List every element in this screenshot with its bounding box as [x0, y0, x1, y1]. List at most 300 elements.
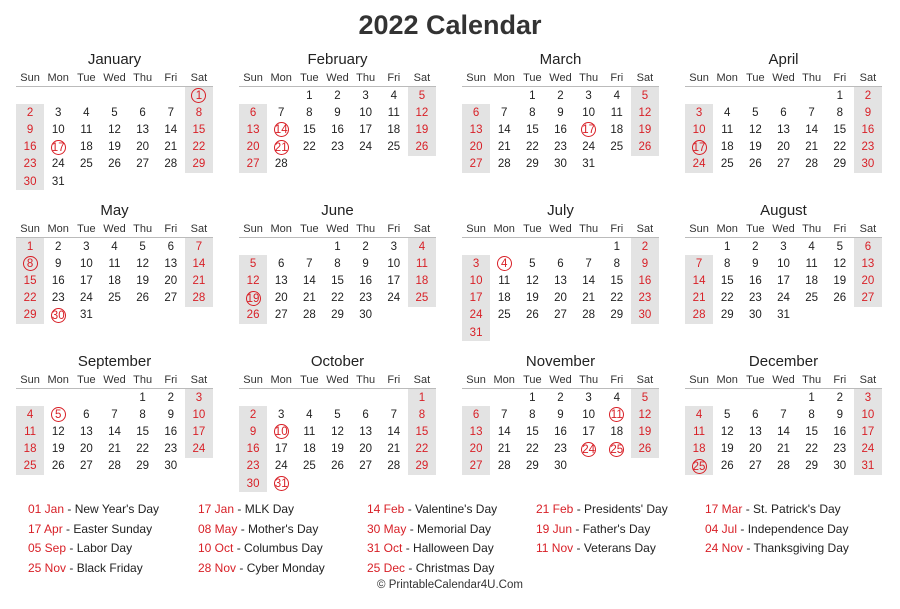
day-cell: 5 [724, 408, 731, 421]
weekday-header: Fri [380, 221, 408, 238]
day-cell: 18 [408, 272, 436, 289]
day-cell: 9 [631, 255, 659, 272]
holiday-date: 17 Jan [198, 502, 235, 516]
weekday-header: Sun [16, 221, 44, 238]
week-row [685, 389, 882, 407]
holiday-item: 17 Jan - MLK Day [198, 502, 295, 516]
holiday-day-circle: 5 [51, 407, 66, 422]
day-cell: 24 [582, 141, 596, 154]
weekday-header: Thu [352, 372, 380, 389]
day-cell: 4 [613, 89, 620, 102]
day-cell: 3 [685, 104, 713, 121]
holiday-day-circle: 25 [610, 443, 624, 456]
empty-cell [185, 307, 213, 324]
day-cell: 21 [582, 292, 596, 305]
weekday-header: Mon [490, 221, 518, 238]
day-cell: 28 [777, 460, 790, 473]
day-cell: 26 [833, 292, 847, 305]
day-cell: 17 [79, 274, 93, 287]
week-row [239, 272, 436, 289]
day-cell: 27 [164, 292, 178, 305]
day-cell: 12 [331, 425, 344, 438]
day-cell: 31 [854, 458, 882, 475]
day-cell: 10 [854, 406, 882, 423]
day-cell: 14 [387, 425, 401, 438]
day-cell: 11 [610, 106, 623, 119]
empty-cell [380, 156, 408, 173]
day-cell: 13 [462, 121, 490, 138]
day-cell: 11 [387, 106, 400, 119]
day-cell: 15 [136, 425, 150, 438]
weekday-header: Fri [603, 70, 631, 87]
empty-cell [352, 156, 380, 173]
month-grid [239, 221, 436, 324]
empty-cell [129, 173, 157, 190]
day-cell: 26 [631, 441, 659, 458]
holiday-name: Labor Day [76, 541, 133, 555]
day-cell: 9 [752, 257, 759, 270]
day-cell: 22 [525, 141, 539, 154]
empty-cell [380, 307, 408, 324]
day-cell: 21 [497, 443, 511, 456]
holiday-date: 17 Apr [28, 521, 63, 536]
day-cell: 20 [239, 139, 267, 156]
day-cell: 23 [748, 292, 762, 305]
day-cell: 2 [836, 391, 843, 404]
day-cell: 22 [610, 292, 624, 305]
day-cell: 7 [278, 106, 285, 119]
day-cell: 5 [836, 240, 843, 253]
holiday-item: 17 Mar - St. Patrick's Day [705, 502, 841, 516]
weekday-header: Tue [295, 70, 323, 87]
empty-cell [518, 238, 546, 256]
day-cell: 23 [833, 443, 847, 456]
holiday-item: 04 Jul - Independence Day [705, 521, 849, 536]
day-cell: 26 [408, 139, 436, 156]
empty-cell [685, 389, 713, 407]
day-cell: 20 [748, 443, 762, 456]
month-grid [16, 70, 213, 190]
day-cell: 27 [462, 156, 490, 173]
day-cell: 26 [51, 460, 65, 473]
day-cell: 20 [164, 274, 178, 287]
empty-cell [239, 87, 267, 105]
week-row [462, 307, 659, 324]
month-grid [16, 221, 213, 324]
day-cell: 29 [720, 309, 734, 322]
day-cell: 4 [111, 240, 118, 253]
day-cell: 19 [833, 274, 847, 287]
empty-cell [518, 324, 546, 341]
day-cell: 3 [585, 391, 592, 404]
empty-cell [462, 389, 490, 407]
weekday-header: Tue [741, 70, 769, 87]
day-cell: 16 [16, 139, 44, 156]
month-grid [462, 221, 659, 341]
weekday-header: Wed [546, 372, 574, 389]
day-cell: 12 [720, 425, 734, 438]
holiday-date: 24 Nov [705, 541, 744, 555]
day-cell [267, 475, 295, 492]
holiday-item: 19 Jun - Father's Day [536, 521, 651, 536]
empty-cell [685, 238, 713, 256]
day-cell: 20 [462, 139, 490, 156]
weekday-header: Sun [239, 221, 267, 238]
day-cell: 9 [836, 408, 843, 421]
week-row [239, 475, 436, 492]
day-cell: 12 [136, 257, 150, 270]
empty-cell [295, 475, 323, 492]
day-cell: 21 [108, 443, 121, 456]
holiday-column [198, 500, 368, 578]
empty-cell [100, 389, 128, 407]
day-cell [267, 121, 295, 138]
holiday-date: 25 Nov [28, 560, 67, 575]
empty-cell [462, 87, 490, 105]
day-cell: 15 [408, 423, 436, 440]
empty-cell [295, 156, 323, 173]
holiday-day-circle: 1 [191, 88, 206, 103]
week-row [16, 307, 213, 324]
day-cell: 23 [631, 290, 659, 307]
empty-cell [72, 389, 100, 407]
day-cell: 23 [854, 139, 882, 156]
day-cell: 7 [167, 106, 174, 119]
day-cell: 16 [631, 272, 659, 289]
holiday-date: 25 Dec [367, 560, 406, 575]
holiday-name: Valentine's Day [415, 502, 498, 516]
day-cell: 15 [16, 272, 44, 289]
day-cell: 14 [185, 255, 213, 272]
day-cell: 13 [854, 255, 882, 272]
day-cell: 19 [748, 141, 762, 154]
weekday-header: Fri [157, 221, 185, 238]
holiday-item: 08 May - Mother's Day [198, 521, 319, 536]
day-cell: 21 [185, 272, 213, 289]
holiday-name: Father's Day [582, 521, 651, 536]
empty-cell [631, 324, 659, 341]
day-cell: 13 [164, 257, 178, 270]
holiday-name: Columbus Day [244, 541, 323, 555]
weekday-header: Sun [685, 70, 713, 87]
weekday-header: Fri [603, 372, 631, 389]
day-cell: 22 [805, 443, 819, 456]
day-cell: 20 [136, 141, 150, 154]
day-cell: 19 [331, 443, 344, 456]
weekday-header: Mon [44, 372, 72, 389]
week-row [462, 290, 659, 307]
empty-cell [267, 389, 295, 407]
empty-cell [352, 389, 380, 407]
day-cell: 18 [720, 141, 734, 154]
empty-cell [490, 389, 518, 407]
day-cell: 19 [51, 443, 65, 456]
day-cell: 26 [239, 307, 267, 324]
month-name: August [760, 202, 807, 219]
day-cell: 9 [334, 106, 341, 119]
weekday-header: Thu [129, 372, 157, 389]
empty-cell [741, 87, 769, 105]
empty-cell [129, 307, 157, 324]
day-cell: 6 [752, 408, 759, 421]
day-cell: 2 [631, 238, 659, 256]
day-cell: 22 [16, 290, 44, 307]
day-cell: 24 [79, 292, 93, 305]
holiday-name: Veterans Day [583, 541, 656, 555]
day-cell: 6 [854, 238, 882, 256]
week-row [239, 87, 436, 105]
day-cell: 15 [331, 274, 344, 287]
day-cell: 8 [139, 408, 146, 421]
day-cell: 24 [777, 292, 790, 305]
week-row [685, 121, 882, 138]
day-cell: 19 [136, 274, 150, 287]
day-cell: 2 [752, 240, 759, 253]
month-july [462, 201, 659, 341]
day-cell: 29 [136, 460, 150, 473]
week-row [239, 255, 436, 272]
day-cell: 12 [833, 257, 847, 270]
month-name: February [307, 51, 368, 68]
day-cell: 16 [331, 123, 344, 136]
week-row [462, 104, 659, 121]
footer-credit: © PrintableCalendar4U.Com [377, 579, 523, 591]
day-cell: 23 [554, 141, 567, 154]
weekday-header: Sat [854, 70, 882, 87]
day-cell: 22 [525, 443, 539, 456]
empty-cell [575, 238, 603, 256]
day-cell: 30 [164, 460, 178, 473]
day-cell: 13 [136, 123, 150, 136]
month-may [16, 201, 213, 324]
week-row [462, 272, 659, 289]
day-cell: 4 [408, 238, 436, 256]
day-cell: 5 [529, 257, 536, 270]
weekday-header: Mon [267, 372, 295, 389]
month-december [685, 352, 882, 475]
day-cell: 24 [685, 156, 713, 173]
day-cell: 24 [462, 307, 490, 324]
week-row [462, 389, 659, 407]
holiday-item: 14 Feb - Valentine's Day [367, 502, 498, 516]
day-cell: 13 [79, 425, 93, 438]
week-row [462, 255, 659, 272]
day-cell: 11 [805, 257, 818, 270]
day-cell: 25 [720, 158, 734, 171]
day-cell [267, 139, 295, 156]
day-cell: 5 [408, 87, 436, 105]
day-cell: 16 [748, 274, 762, 287]
day-cell: 19 [631, 423, 659, 440]
holiday-date: 28 Nov [198, 560, 237, 575]
empty-cell [100, 307, 128, 324]
day-cell: 16 [164, 425, 178, 438]
weekday-header: Tue [518, 372, 546, 389]
day-cell: 2 [55, 240, 62, 253]
day-cell: 9 [557, 106, 564, 119]
day-cell: 14 [777, 425, 790, 438]
day-cell: 23 [554, 443, 567, 456]
holiday-date: 17 Mar [705, 502, 743, 516]
empty-cell [854, 307, 882, 324]
day-cell: 4 [685, 406, 713, 423]
day-cell: 20 [554, 292, 567, 305]
weekday-header: Fri [826, 372, 854, 389]
weekday-header: Thu [575, 372, 603, 389]
day-cell: 5 [139, 240, 146, 253]
month-march [462, 50, 659, 173]
day-cell [44, 307, 72, 324]
weekday-header: Thu [352, 70, 380, 87]
weekday-header: Sat [408, 221, 436, 238]
holiday-day-circle: 11 [610, 409, 623, 422]
day-cell: 3 [83, 240, 90, 253]
day-cell: 10 [387, 257, 401, 270]
holiday-name: MLK Day [244, 502, 295, 516]
weekday-header: Sun [16, 70, 44, 87]
day-cell: 29 [331, 309, 344, 322]
weekday-header: Sat [408, 70, 436, 87]
weekday-header: Wed [769, 70, 797, 87]
day-cell: 18 [610, 425, 624, 438]
day-cell: 10 [51, 123, 65, 136]
day-cell: 4 [83, 106, 90, 119]
weekday-header: Fri [826, 221, 854, 238]
day-cell: 21 [497, 141, 511, 154]
week-row [462, 238, 659, 256]
weekday-header: Sat [854, 372, 882, 389]
empty-cell [575, 324, 603, 341]
week-row [16, 458, 213, 475]
week-row [16, 87, 213, 105]
day-cell: 17 [274, 443, 288, 456]
day-cell: 31 [462, 324, 490, 341]
day-cell: 30 [631, 307, 659, 324]
weekday-header: Tue [72, 221, 100, 238]
weekday-header: Thu [129, 70, 157, 87]
day-cell: 29 [16, 307, 44, 324]
week-row [462, 139, 659, 156]
day-cell: 22 [833, 141, 847, 154]
week-row [16, 121, 213, 138]
day-cell: 29 [408, 458, 436, 475]
day-cell: 28 [497, 158, 511, 171]
holiday-day-circle: 31 [274, 478, 288, 491]
day-cell: 6 [239, 104, 267, 121]
day-cell: 12 [51, 425, 65, 438]
holiday-day-circle: 10 [274, 426, 288, 439]
holiday-day-circle: 14 [274, 124, 288, 137]
day-cell: 19 [720, 443, 734, 456]
month-august [685, 201, 882, 324]
week-row [16, 104, 213, 121]
weekday-header: Wed [546, 221, 574, 238]
month-name: October [310, 353, 365, 370]
day-cell: 21 [302, 292, 316, 305]
holiday-day-circle: 4 [497, 256, 512, 271]
day-cell: 7 [780, 408, 787, 421]
empty-cell [685, 87, 713, 105]
day-cell: 28 [387, 460, 401, 473]
month-january [16, 50, 213, 190]
day-cell: 22 [136, 443, 150, 456]
empty-cell [798, 307, 826, 324]
empty-cell [100, 173, 128, 190]
empty-cell [408, 475, 436, 492]
weekday-header: Thu [798, 372, 826, 389]
day-cell: 3 [854, 389, 882, 407]
day-cell: 6 [780, 106, 787, 119]
day-cell: 27 [748, 460, 762, 473]
empty-cell [295, 238, 323, 256]
day-cell: 27 [359, 460, 373, 473]
weekday-header: Wed [100, 70, 128, 87]
day-cell [44, 406, 72, 423]
day-cell: 30 [854, 156, 882, 173]
day-cell: 27 [854, 290, 882, 307]
day-cell: 16 [359, 274, 373, 287]
weekday-header: Thu [575, 70, 603, 87]
day-cell: 24 [274, 460, 288, 473]
day-cell: 2 [557, 89, 564, 102]
day-cell: 29 [525, 158, 539, 171]
empty-cell [267, 87, 295, 105]
day-cell: 13 [777, 123, 790, 136]
day-cell: 29 [805, 460, 819, 473]
weekday-header: Mon [267, 70, 295, 87]
holiday-name: St. Patrick's Day [753, 502, 841, 516]
day-cell [685, 139, 713, 156]
day-cell: 31 [582, 158, 596, 171]
day-cell: 30 [239, 475, 267, 492]
day-cell: 11 [685, 423, 713, 440]
week-row [239, 139, 436, 156]
day-cell: 5 [239, 255, 267, 272]
empty-cell [185, 458, 213, 475]
day-cell: 22 [302, 141, 316, 154]
holiday-item: 28 Nov - Cyber Monday [198, 560, 325, 575]
weekday-header: Wed [100, 372, 128, 389]
day-cell: 7 [501, 408, 508, 421]
empty-cell [323, 475, 351, 492]
day-cell: 27 [777, 158, 790, 171]
week-row [239, 238, 436, 256]
day-cell: 21 [805, 141, 819, 154]
day-cell: 3 [185, 389, 213, 407]
week-row [239, 121, 436, 138]
holiday-item: 25 Nov - Black Friday [28, 560, 143, 575]
day-cell: 4 [16, 406, 44, 423]
month-november [462, 352, 659, 475]
holiday-column [536, 500, 706, 559]
empty-cell [380, 475, 408, 492]
day-cell: 1 [16, 238, 44, 256]
day-cell: 1 [613, 240, 620, 253]
holiday-date: 01 Jan [28, 502, 65, 516]
weekday-header: Thu [129, 221, 157, 238]
day-cell: 25 [805, 292, 819, 305]
weekday-header: Wed [323, 70, 351, 87]
day-cell: 22 [331, 292, 344, 305]
day-cell: 23 [239, 458, 267, 475]
day-cell: 7 [306, 257, 313, 270]
day-cell: 15 [185, 121, 213, 138]
day-cell: 1 [836, 89, 843, 102]
day-cell: 14 [497, 123, 511, 136]
day-cell: 2 [557, 391, 564, 404]
week-row [16, 441, 213, 458]
day-cell: 1 [139, 391, 146, 404]
